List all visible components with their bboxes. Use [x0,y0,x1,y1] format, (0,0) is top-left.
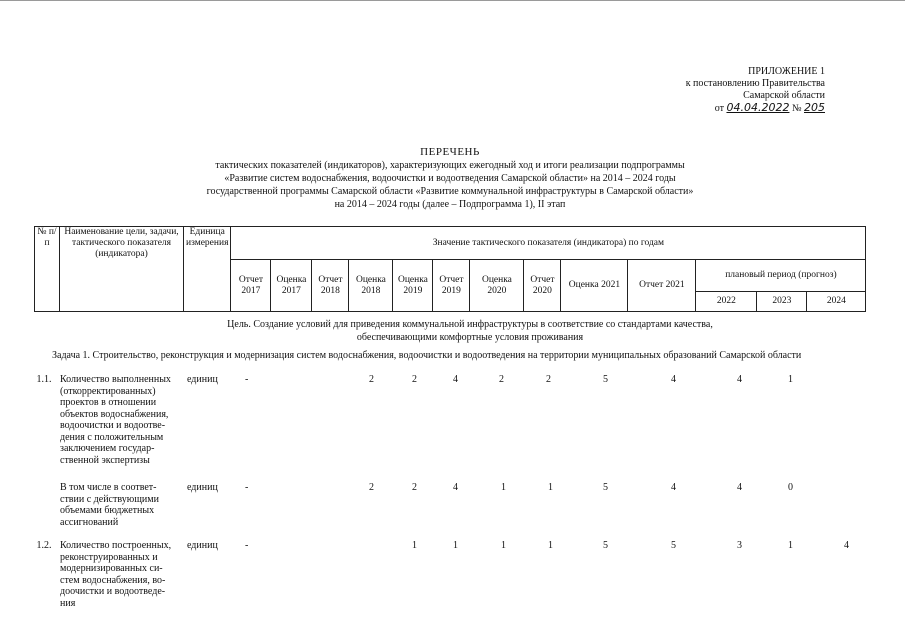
period-4: Оценка 2019 [393,260,433,312]
row-1-name-line: объектов водоснабжения, [60,408,169,420]
row-2-value: 2 [412,482,417,493]
title-line-2: «Развитие систем водоснабжения, водоочистки и водоотведения Самарской области» на 2014 – 2024 годы [224,173,676,184]
row-2-name-line: ассигнований [60,516,119,528]
row-1-value: 4 [453,374,458,385]
row-3-value: 3 [737,540,742,551]
page-top-edge [0,0,905,1]
row-3-name-line: Количество построенных, [60,540,172,551]
header-unit: Единица измерения [184,227,231,312]
period-9: Отчет 2021 [628,260,696,312]
period-5: Отчет 2019 [433,260,470,312]
period-2: Отчет 2018 [312,260,349,312]
date-prefix: от [714,103,724,114]
row-3-value: 5 [671,540,676,551]
row-1-value: 2 [369,374,374,385]
period-1: Оценка 2017 [271,260,312,312]
row-1-name-line: водоочистки и водоотве- [60,420,166,431]
task-text: Задача 1. Строительство, реконструкция и модернизация систем водоснабжения, водоочистки и водоотведения на территории муниципальных образований Самарской области [52,350,802,361]
row-3-name-line: стем водоснабжения, во- [60,574,166,586]
row-3-value: 1 [548,540,553,551]
handwritten-date: 04.04.2022 [726,101,790,114]
appendix-block [640,66,825,115]
row-2-value: 4 [453,482,458,493]
row-1-value: 4 [671,374,676,385]
row-1-value: 2 [546,374,551,385]
period-7: Отчет 2020 [524,260,561,312]
plan-year-2023: 2023 [757,292,807,312]
header-name: Наименование цели, задачи, тактического показателя (индикатора) [60,227,184,312]
row-3-value: 1 [453,540,458,551]
appendix-line2: к постановлению Правительства [685,78,825,89]
row-3-name [60,540,186,609]
number-prefix: № [791,103,802,114]
period-0: Отчет 2017 [231,260,271,312]
handwritten-number: 205 [804,101,825,114]
row-3-unit: единиц [187,540,218,551]
appendix-date-line [640,102,825,115]
plan-year-2024: 2024 [807,292,866,312]
appendix-title: ПРИЛОЖЕНИЕ 1 [748,66,825,77]
row-1-value: 1 [788,374,793,385]
period-8: Оценка 2021 [561,260,628,312]
title-line-3: государственной программы Самарской области «Развитие коммунальной инфраструктуры в Самарской области» [206,186,694,197]
row-3-value: 4 [844,540,849,551]
goal-text [160,318,780,344]
title-line-1: тактических показателей (индикаторов), характеризующих ежегодный ход и итоги реализации подпрограммы [215,160,685,171]
row-2-value: 0 [788,482,793,493]
header-values: Значение тактического показателя (индикатора) по годам [231,227,866,260]
row-1-name-line: ственной экспертизы [60,454,150,466]
row-1-value: 5 [603,374,608,385]
goal-line-2: обеспечивающими комфортные условия проживания [356,332,584,343]
row-1-value: 4 [737,374,742,385]
title-heading: ПЕРЕЧЕНЬ [420,146,480,158]
row-1-num: 1.1. [36,374,52,385]
row-2-value: 2 [369,482,374,493]
row-2-name-line: В том числе в соответ- [60,482,157,493]
row-1-unit: единиц [187,374,218,385]
row-3-name-line: доочистки и водоотведе- [60,586,166,597]
row-1-value: 2 [412,374,417,385]
row-1-value: - [245,374,249,385]
period-6: Оценка 2020 [470,260,524,312]
row-2-name [60,482,186,528]
row-2-value: 1 [548,482,553,493]
row-2-value: 1 [501,482,506,493]
row-3-name-line: реконструированных и [60,551,158,563]
row-3-value: 5 [603,540,608,551]
plan-period: плановый период (прогноз) [696,260,866,292]
row-3-name-line: ния [60,597,76,609]
appendix-line3: Самарской области [743,90,825,101]
row-1-name-line: проектов в отношении [60,397,157,408]
row-3-num: 1.2. [36,540,52,551]
row-3-name-line: модернизированных си- [60,563,163,574]
document-title [150,146,750,211]
row-2-value: 4 [671,482,676,493]
title-line-4: на 2014 – 2024 годы (далее – Подпрограмма 1), II этап [334,199,566,210]
row-3-value: 1 [788,540,793,551]
header-num: № п/п [35,227,60,312]
row-3-value: - [245,540,249,551]
row-1-name-line: заключением государ- [60,443,155,454]
period-3: Оценка 2018 [349,260,393,312]
row-2-unit: единиц [187,482,218,493]
row-2-value: 5 [603,482,608,493]
row-1-name-line: дения с положительным [60,431,164,443]
row-1-name-line: Количество выполненных [60,374,171,385]
row-3-value: 1 [412,540,417,551]
row-1-name [60,374,186,466]
goal-line-1: Цель. Создание условий для приведения коммунальной инфраструктуры в соответствие со стандартами качества, [227,319,713,330]
row-2-value: - [245,482,249,493]
row-2-name-line: ствии с действующими [60,493,159,505]
row-3-value: 1 [501,540,506,551]
indicator-table-header [34,226,866,312]
row-2-value: 4 [737,482,742,493]
row-2-name-line: объемами бюджетных [60,505,155,516]
row-1-value: 2 [499,374,504,385]
plan-year-2022: 2022 [696,292,757,312]
row-1-name-line: (откорректированных) [60,385,156,397]
